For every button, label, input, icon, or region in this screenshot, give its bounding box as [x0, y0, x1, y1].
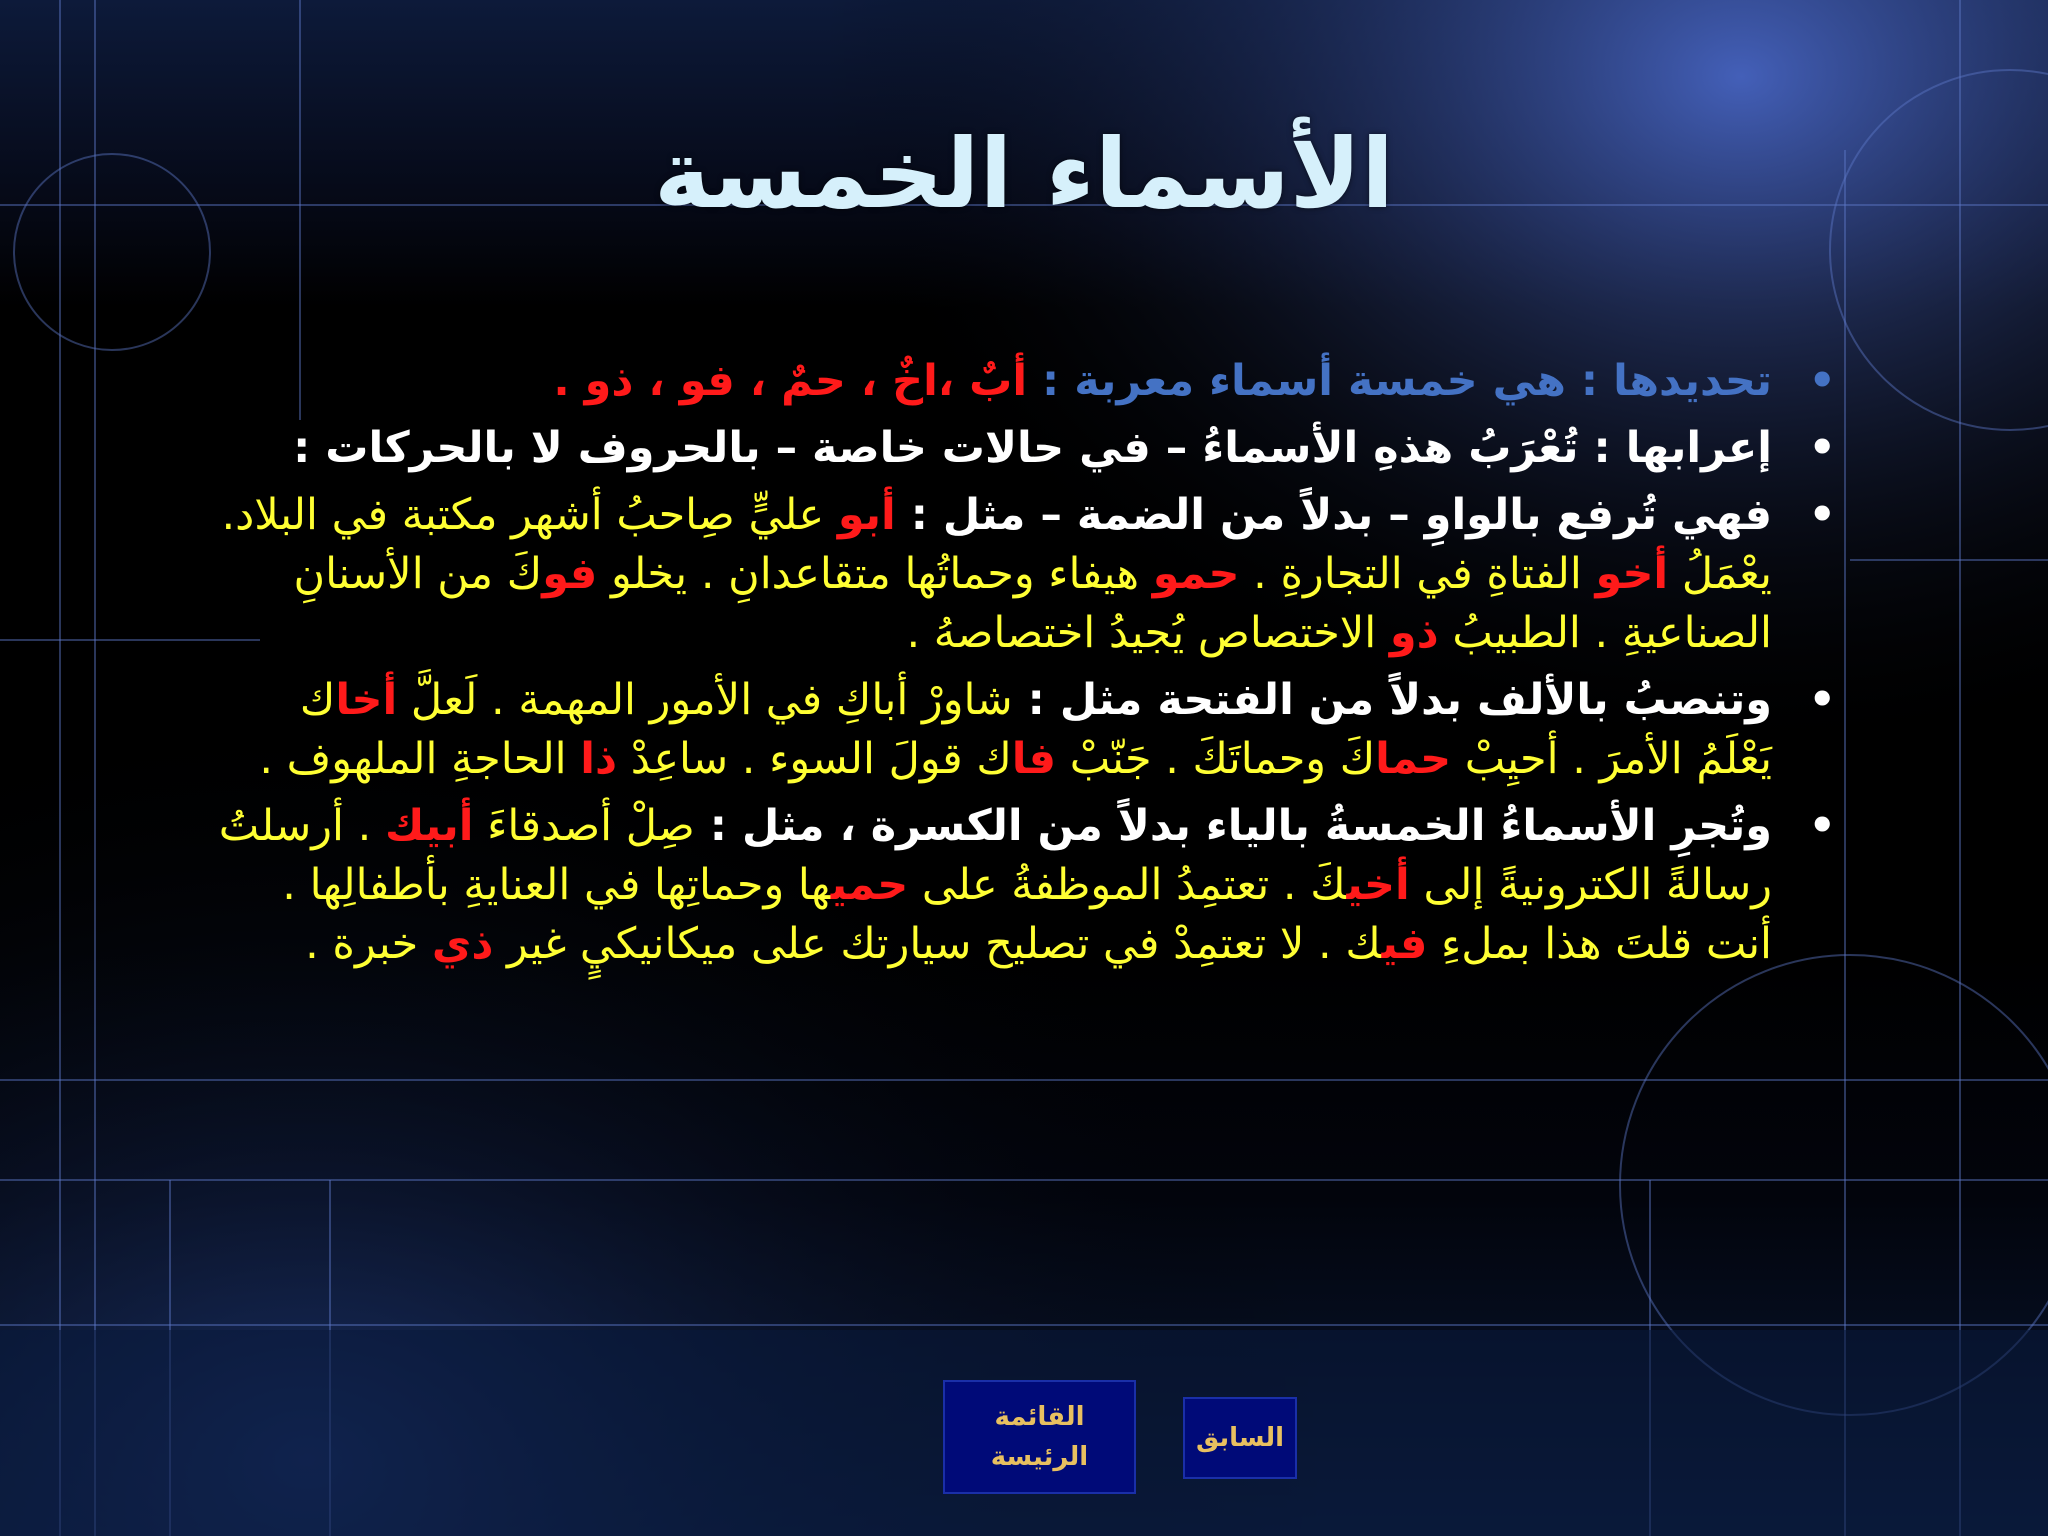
- bullet-text-segment: عليٍّ صِاحبُ أشهر مكتبة في البلاد. يعْمَلُ: [221, 490, 1772, 599]
- bullet-text-segment: وتنصبُ بالألف بدلاً من الفتحة مثل :: [1012, 675, 1772, 725]
- bullet-text-segment: حمو: [1152, 549, 1240, 599]
- bullet-text-segment: خبرة .: [305, 919, 432, 969]
- bullet-text-segment: في: [1381, 919, 1428, 969]
- bullet-text-segment: ذي: [431, 919, 494, 969]
- bullet-text-segment: ها وحماتِها في العنايةِ بأطفالِها . أنت قلتَ هذا بملءِ: [282, 860, 1772, 969]
- bullet-marker: •: [1808, 356, 1836, 406]
- bullet-item: [212, 419, 1836, 478]
- bullet-marker: •: [1808, 490, 1836, 540]
- bullet-text-segment: الفتاةِ في التجارةِ .: [1239, 549, 1596, 599]
- bullet-text-segment: كِ في الأمور المهمة . لَعلَّ: [397, 675, 872, 725]
- bullet-marker: •: [1808, 801, 1836, 851]
- bullet-text-segment: الحاجةِ الملهوف .: [259, 734, 581, 784]
- bullet-text-segment: أخا: [335, 675, 398, 725]
- bullet-text-segment: . أرسلتُ رسالةً الكترونيةً إلى: [218, 801, 1772, 910]
- bullet-text-segment: كَ من الأسنانِ الصناعيةِ . الطبيبُ: [293, 549, 1772, 658]
- bullet-text-segment: ك قولَ السوء . ساعِدْ: [617, 734, 1012, 784]
- bullet-item: [212, 797, 1836, 974]
- bullet-text-segment: فهي تُرفع بالواوِ – بدلاً من الضمة – مثل :: [895, 490, 1772, 540]
- bullet-text-segment: ذا: [580, 734, 618, 784]
- bullet-text-segment: صِلْ أصدقاءَ: [473, 801, 695, 851]
- bullet-marker: •: [1808, 675, 1836, 725]
- bullet-text-segment: أخو: [1595, 549, 1669, 599]
- bullet-item: [212, 352, 1836, 411]
- bullet-text-segment: فو: [542, 549, 598, 599]
- bullet-text-segment: كَ وحماتَكَ . جَنّبْ: [1056, 734, 1376, 784]
- bullet-list: [212, 352, 1836, 982]
- bullet-text-segment: فا: [1011, 734, 1057, 784]
- slide-title: الأسماء الخمسة: [653, 118, 1395, 230]
- bullet-text-segment: إعرابها : تُعْرَبُ هذهِ الأسماءُ – في حالات خاصة – بالحروف لا بالحركات :: [293, 423, 1772, 473]
- main-menu-button[interactable]: القائمة الرئيسة: [943, 1380, 1136, 1494]
- bullet-marker: •: [1808, 423, 1836, 473]
- bullet-text-segment: ذو: [1389, 608, 1439, 658]
- bullet-text-segment: أخي: [1346, 860, 1410, 910]
- bullet-text-segment: الاختصاص يُجيدُ اختصاصهُ .: [906, 608, 1390, 658]
- bullet-text-segment: أبٌ ،اخٌ ، حمٌ ، فو ، ذو .: [553, 356, 1028, 406]
- bullet-text-segment: أبو: [837, 490, 896, 540]
- bullet-text-segment: ك . لا تعتمِدْ في تصليح سيارتك على ميكانيكيٍ غير: [493, 919, 1382, 969]
- bullet-text-segment: شاورْ أبا: [871, 675, 1013, 725]
- previous-button[interactable]: السابق: [1183, 1397, 1297, 1479]
- bullet-text-segment: ك يَعْلَمُ الأمرَ . أحيِبْ: [299, 675, 1772, 784]
- bullet-text-segment: حما: [1375, 734, 1452, 784]
- bullet-text-segment: كَ . تعتمِدُ الموظفةُ على: [908, 860, 1347, 910]
- bullet-text-segment: تحديدها : هي خمسة أسماء معربة :: [1027, 356, 1772, 406]
- bullet-text-segment: أبيك: [385, 801, 474, 851]
- bullet-text-segment: وتُجرِ الأسماءُ الخمسةُ بالياء بدلاً من الكسرة ، مثل :: [694, 801, 1772, 851]
- bullet-text-segment: هيفاء وحماتُها متقاعدانِ . يخلو: [597, 549, 1153, 599]
- bullet-text-segment: حمي: [830, 860, 909, 910]
- bullet-item: [212, 486, 1836, 663]
- bullet-item: [212, 671, 1836, 789]
